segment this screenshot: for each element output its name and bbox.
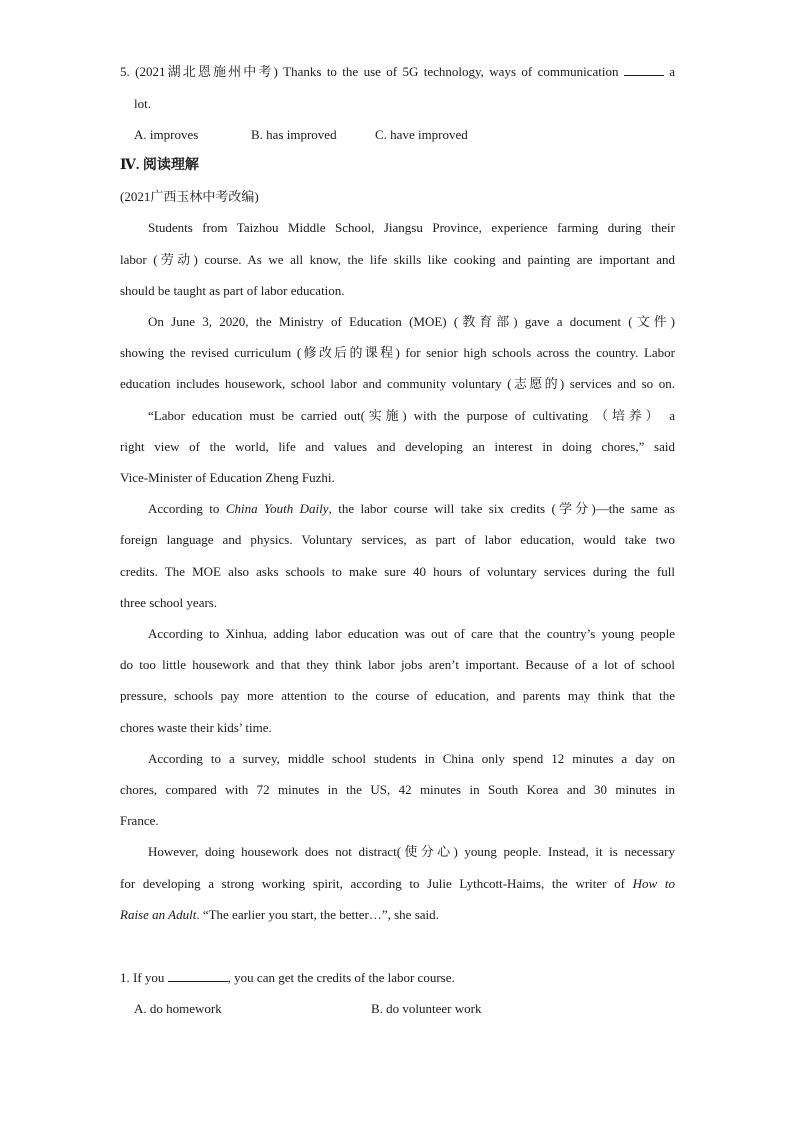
paragraph-2-line: showing the revised curriculum (修改后的课程) for senior high schools across the country. Labor: [120, 345, 675, 360]
question-5-text-end: a: [669, 64, 676, 79]
option-b: B. do volunteer work: [371, 1001, 482, 1016]
question-1-text-end: , you can get the credits of the labor course.: [227, 970, 455, 985]
answer-blank: [624, 64, 664, 76]
newspaper-title: China Youth Daily: [225, 501, 329, 516]
option-a: A. improves: [134, 127, 199, 142]
paragraph-7-line: However, doing housework does not distract(使分心) young people. Instead, it is necessary: [148, 844, 675, 859]
paragraph-4-line: credits. The MOE also asks schools to make sure 40 hours of voluntary services during the full: [120, 564, 675, 579]
option-b: B. has improved: [251, 127, 337, 142]
option-c: C. have improved: [375, 127, 468, 142]
paragraph-4-text: According to: [148, 501, 220, 516]
paragraph-2-line: On June 3, 2020, the Ministry of Education (MOE) (教育部) gave a document (文件): [148, 314, 675, 329]
question-5-text: 5. (2021湖北恩施州中考) Thanks to the use of 5G technology, ways of communication: [120, 64, 619, 79]
paragraph-5-line: do too little housework and that they think labor jobs aren’t important. Because of a lot of school: [120, 657, 675, 672]
question-1-text: 1. If you: [120, 970, 165, 985]
paragraph-5-line: According to Xinhua, adding labor education was out of care that the country’s young people: [148, 626, 675, 641]
paragraph-6-line: France.: [120, 813, 159, 828]
paragraph-6-line: chores, compared with 72 minutes in the US, 42 minutes in South Korea and 30 minutes in: [120, 782, 675, 797]
paragraph-2-line: education includes housework, school labor and community voluntary (志愿的) services and so on.: [120, 376, 675, 391]
paragraph-6-line: According to a survey, middle school students in China only spend 12 minutes a day on: [148, 751, 675, 766]
paragraph-1-line: labor (劳动) course. As we all know, the life skills like cooking and painting are important and: [120, 252, 675, 267]
option-a: A. do homework: [134, 1001, 222, 1016]
question-5-line-1: [120, 64, 675, 80]
section-heading: Ⅳ. 阅读理解: [120, 158, 199, 173]
paragraph-3-line: Vice-Minister of Education Zheng Fuzhi.: [120, 470, 335, 485]
paragraph-4-line: three school years.: [120, 595, 218, 610]
paragraph-5-line: chores waste their kids’ time.: [120, 720, 272, 735]
answer-blank: [168, 970, 228, 982]
paragraph-7-text: for developing a strong working spirit, according to Julie Lythcott-Haims, the writer of: [120, 876, 625, 891]
paragraph-1-line: should be taught as part of labor education.: [120, 283, 345, 298]
question-1-line: [120, 970, 675, 986]
paragraph-4-text: , the labor course will take six credits (学分)—the same as: [328, 501, 675, 516]
paragraph-3-line: right view of the world, life and values and developing an interest in doing chores,” said: [120, 439, 675, 454]
book-title: Raise an Adult: [120, 907, 197, 922]
paragraph-4-line: foreign language and physics. Voluntary services, as part of labor education, would take two: [120, 532, 675, 547]
paragraph-7-text: . “The earlier you start, the better…”, she said.: [196, 907, 439, 922]
paragraph-5-line: pressure, schools pay more attention to the course of education, and parents may think that the: [120, 688, 675, 703]
book-title: How to: [632, 876, 676, 891]
paragraph-4-line-1: [148, 501, 675, 517]
paragraph-3-line: “Labor education must be carried out(实施) with the purpose of cultivating （培养） a: [148, 408, 675, 423]
question-5-line-2: lot.: [134, 96, 151, 111]
paragraph-7-line-3: [120, 907, 675, 923]
passage-source: (2021广西玉林中考改编): [120, 189, 259, 204]
paragraph-1-line: Students from Taizhou Middle School, Jiangsu Province, experience farming during their: [148, 220, 675, 235]
paragraph-7-line-2: [120, 876, 675, 892]
